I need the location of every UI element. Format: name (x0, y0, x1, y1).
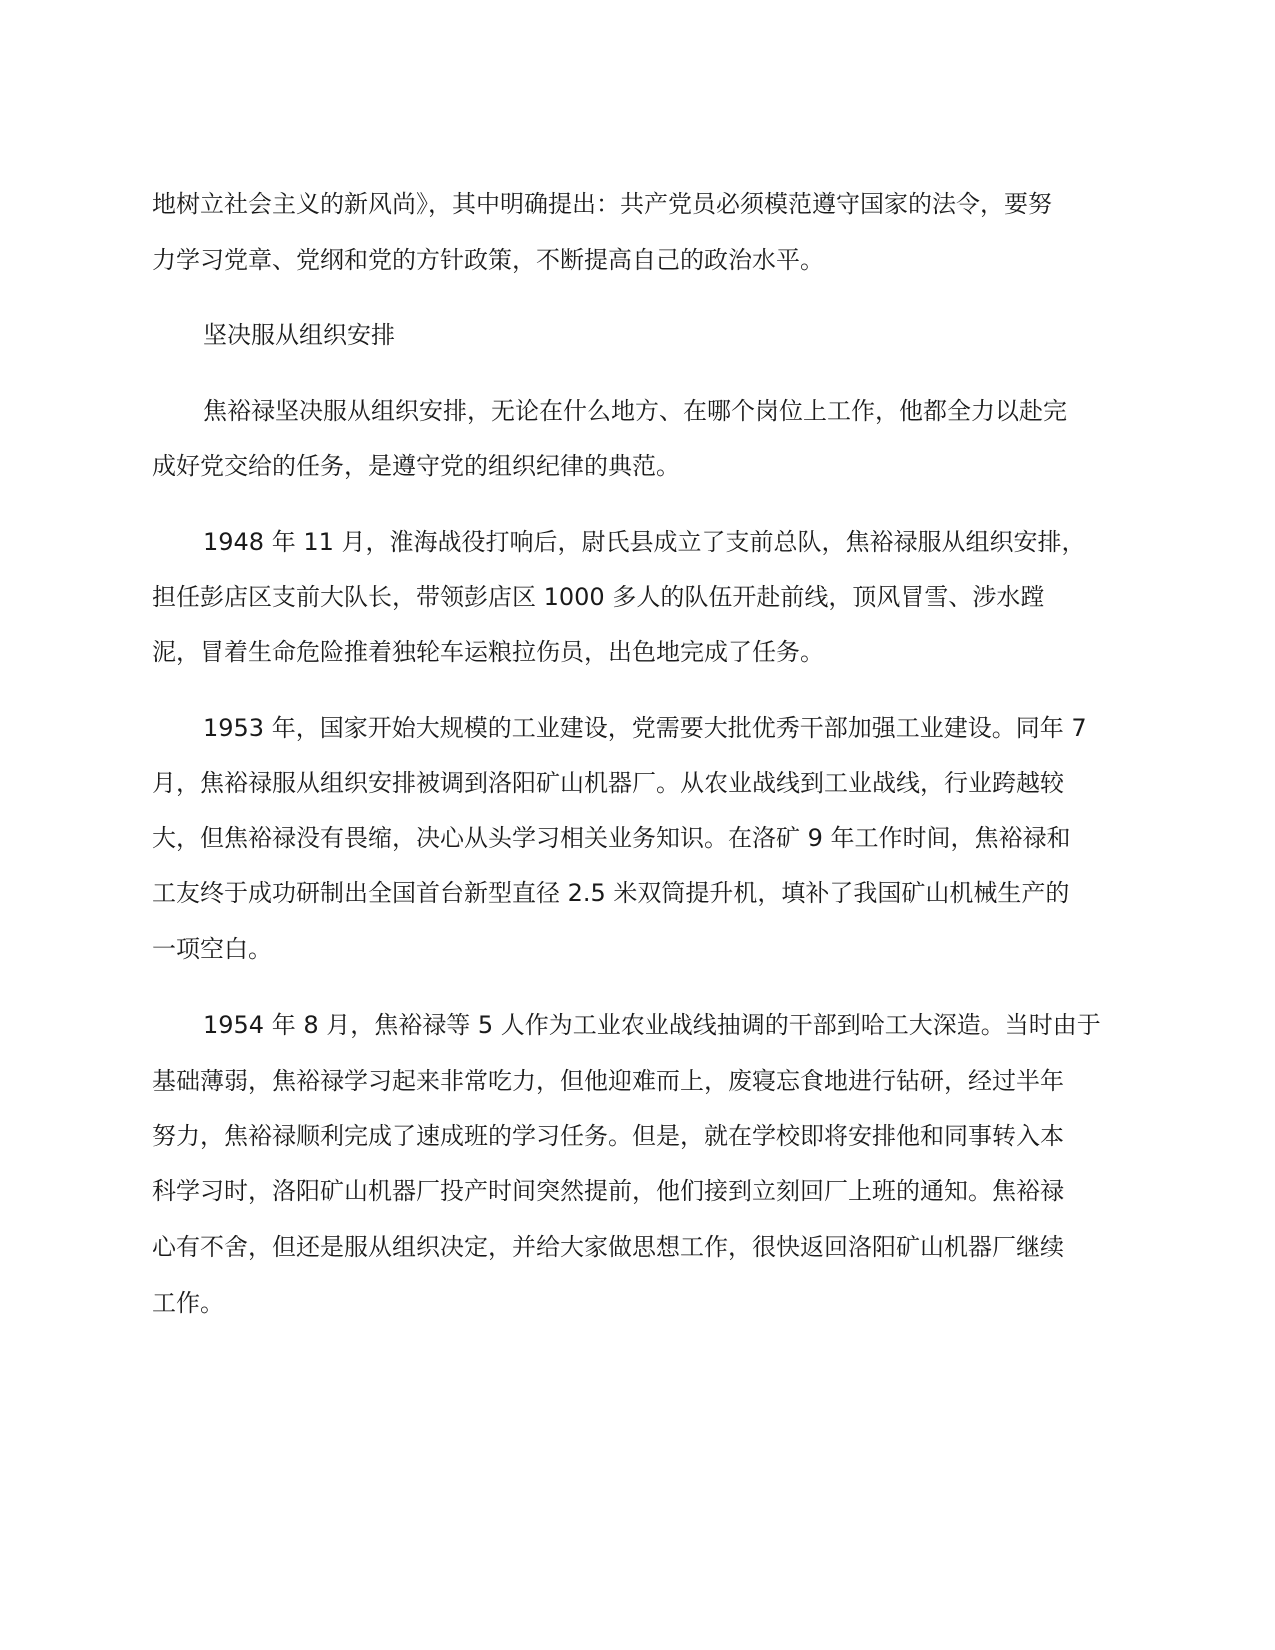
paragraph-5-line-3: 科学习时，洛阳矿山机器厂投产时间突然提前，他们接到立刻回厂上班的通知。焦裕禄 (152, 1177, 1064, 1205)
paragraph-4-line-3: 工友终于成功研制出全国首台新型直径 2.5 米双筒提升机，填补了我国矿山机械生产的 (152, 879, 1070, 907)
paragraph-5-line-5: 工作。 (152, 1289, 224, 1317)
section-heading: 坚决服从组织安排 (203, 321, 395, 349)
paragraph-0-line-0: 地树立社会主义的新风尚》，其中明确提出：共产党员必须模范遵守国家的法令，要努 (152, 190, 1052, 218)
paragraph-3-line-2: 泥，冒着生命危险推着独轮车运粮拉伤员，出色地完成了任务。 (152, 638, 824, 666)
paragraph-3-line-0: 1948 年 11 月，淮海战役打响后，尉氏县成立了支前总队，焦裕禄服从组织安排， (203, 528, 1086, 556)
paragraph-4-line-1: 月，焦裕禄服从组织安排被调到洛阳矿山机器厂。从农业战线到工业战线，行业跨越较 (152, 769, 1064, 797)
paragraph-0-line-1: 力学习党章、党纲和党的方针政策，不断提高自己的政治水平。 (152, 246, 824, 274)
paragraph-2-line-1: 成好党交给的任务，是遵守党的组织纪律的典范。 (152, 452, 680, 480)
paragraph-2-line-0: 焦裕禄坚决服从组织安排，无论在什么地方、在哪个岗位上工作，他都全力以赴完 (203, 397, 1067, 425)
paragraph-4-line-4: 一项空白。 (152, 935, 272, 963)
paragraph-3-line-1: 担任彭店区支前大队长，带领彭店区 1000 多人的队伍开赴前线，顶风冒雪、涉水蹚 (152, 583, 1045, 611)
paragraph-4-line-0: 1953 年，国家开始大规模的工业建设，党需要大批优秀干部加强工业建设。同年 7 (203, 714, 1087, 742)
paragraph-5-line-4: 心有不舍，但还是服从组织决定，并给大家做思想工作，很快返回洛阳矿山机器厂继续 (152, 1233, 1064, 1261)
paragraph-4-line-2: 大，但焦裕禄没有畏缩，决心从头学习相关业务知识。在洛矿 9 年工作时间，焦裕禄和 (152, 824, 1071, 852)
paragraph-5-line-0: 1954 年 8 月，焦裕禄等 5 人作为工业农业战线抽调的干部到哈工大深造。当时由于 (203, 1011, 1101, 1039)
paragraph-5-line-1: 基础薄弱，焦裕禄学习起来非常吃力，但他迎难而上，废寝忘食地进行钻研，经过半年 (152, 1067, 1064, 1095)
paragraph-5-line-2: 努力，焦裕禄顺利完成了速成班的学习任务。但是，就在学校即将安排他和同事转入本 (152, 1122, 1064, 1150)
